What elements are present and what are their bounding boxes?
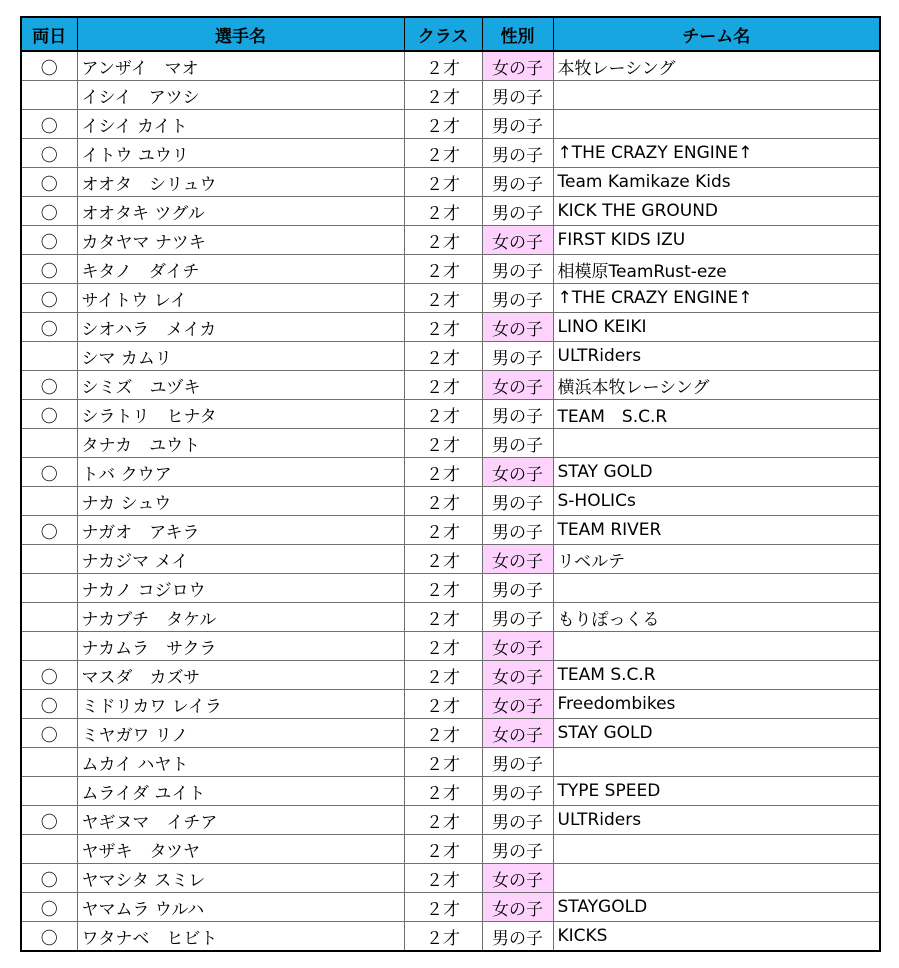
class-cell: ２才 [404, 835, 482, 864]
table-row [21, 51, 880, 81]
both-days-cell [21, 603, 77, 632]
name-cell: アンザイ マオ [77, 51, 404, 81]
team-cell: ULTRiders [553, 342, 880, 371]
header-team: チーム名 [553, 17, 880, 51]
class-cell: ２才 [404, 342, 482, 371]
table-row [21, 574, 880, 603]
team-cell: ↑THE CRAZY ENGINE↑ [553, 284, 880, 313]
team-cell: FIRST KIDS IZU [553, 226, 880, 255]
table-row [21, 81, 880, 110]
class-cell: ２才 [404, 51, 482, 81]
header-row [21, 17, 880, 51]
gender-cell: 男の子 [482, 487, 553, 516]
both-days-cell [21, 342, 77, 371]
class-cell: ２才 [404, 777, 482, 806]
gender-cell: 男の子 [482, 922, 553, 952]
name-cell: イトウ ユウリ [77, 139, 404, 168]
table-row [21, 284, 880, 313]
table-row [21, 371, 880, 400]
name-cell: シオハラ メイカ [77, 313, 404, 342]
name-cell: ヤマムラ ウルハ [77, 893, 404, 922]
class-cell: ２才 [404, 81, 482, 110]
class-cell: ２才 [404, 458, 482, 487]
gender-cell: 女の子 [482, 864, 553, 893]
team-cell [553, 81, 880, 110]
gender-cell: 女の子 [482, 632, 553, 661]
gender-cell: 男の子 [482, 574, 553, 603]
class-cell: ２才 [404, 226, 482, 255]
gender-cell: 男の子 [482, 516, 553, 545]
table-header [21, 17, 880, 51]
team-cell [553, 864, 880, 893]
class-cell: ２才 [404, 139, 482, 168]
class-cell: ２才 [404, 487, 482, 516]
both-days-cell: 〇 [21, 255, 77, 284]
class-cell: ２才 [404, 893, 482, 922]
gender-cell: 女の子 [482, 661, 553, 690]
class-cell: ２才 [404, 806, 482, 835]
table-row [21, 429, 880, 458]
name-cell: シラトリ ヒナタ [77, 400, 404, 429]
table-row [21, 632, 880, 661]
gender-cell: 女の子 [482, 458, 553, 487]
team-cell [553, 748, 880, 777]
gender-cell: 女の子 [482, 371, 553, 400]
class-cell: ２才 [404, 429, 482, 458]
both-days-cell: 〇 [21, 168, 77, 197]
both-days-cell: 〇 [21, 661, 77, 690]
table-row [21, 719, 880, 748]
class-cell: ２才 [404, 661, 482, 690]
gender-cell: 男の子 [482, 168, 553, 197]
gender-cell: 男の子 [482, 835, 553, 864]
table-row [21, 835, 880, 864]
name-cell: ミヤガワ リノ [77, 719, 404, 748]
team-cell: 本牧レーシング [553, 51, 880, 81]
name-cell: オオタ シリュウ [77, 168, 404, 197]
gender-cell: 男の子 [482, 81, 553, 110]
both-days-cell [21, 777, 77, 806]
name-cell: ムライダ ユイト [77, 777, 404, 806]
both-days-cell: 〇 [21, 226, 77, 255]
team-cell: TEAM RIVER [553, 516, 880, 545]
name-cell: ムカイ ハヤト [77, 748, 404, 777]
name-cell: サイトウ レイ [77, 284, 404, 313]
gender-cell: 女の子 [482, 313, 553, 342]
table-row [21, 748, 880, 777]
gender-cell: 男の子 [482, 110, 553, 139]
both-days-cell: 〇 [21, 139, 77, 168]
both-days-cell: 〇 [21, 922, 77, 952]
both-days-cell: 〇 [21, 893, 77, 922]
team-cell: LINO KEIKI [553, 313, 880, 342]
gender-cell: 女の子 [482, 719, 553, 748]
team-cell: STAY GOLD [553, 458, 880, 487]
name-cell: ワタナベ ヒビト [77, 922, 404, 952]
name-cell: ヤマシタ スミレ [77, 864, 404, 893]
class-cell: ２才 [404, 574, 482, 603]
both-days-cell [21, 429, 77, 458]
table-row [21, 313, 880, 342]
gender-cell: 男の子 [482, 748, 553, 777]
gender-cell: 男の子 [482, 197, 553, 226]
team-cell [553, 574, 880, 603]
header-both-days: 両日 [21, 17, 77, 51]
team-cell [553, 110, 880, 139]
gender-cell: 男の子 [482, 284, 553, 313]
table-row [21, 487, 880, 516]
both-days-cell: 〇 [21, 400, 77, 429]
name-cell: ナカブチ タケル [77, 603, 404, 632]
gender-cell: 女の子 [482, 226, 553, 255]
class-cell: ２才 [404, 255, 482, 284]
name-cell: イシイ カイト [77, 110, 404, 139]
table-row [21, 516, 880, 545]
both-days-cell: 〇 [21, 110, 77, 139]
table-body [21, 51, 880, 951]
gender-cell: 男の子 [482, 806, 553, 835]
table-row [21, 139, 880, 168]
team-cell: KICKS [553, 922, 880, 952]
header-class: クラス [404, 17, 482, 51]
table-row [21, 893, 880, 922]
class-cell: ２才 [404, 690, 482, 719]
class-cell: ２才 [404, 748, 482, 777]
team-cell: Team Kamikaze Kids [553, 168, 880, 197]
both-days-cell [21, 81, 77, 110]
class-cell: ２才 [404, 864, 482, 893]
name-cell: シミズ ユヅキ [77, 371, 404, 400]
gender-cell: 男の子 [482, 777, 553, 806]
both-days-cell: 〇 [21, 197, 77, 226]
team-cell: もりぽっくる [553, 603, 880, 632]
team-cell: ULTRiders [553, 806, 880, 835]
class-cell: ２才 [404, 168, 482, 197]
table-row [21, 603, 880, 632]
table-row [21, 458, 880, 487]
table-row [21, 690, 880, 719]
both-days-cell: 〇 [21, 371, 77, 400]
gender-cell: 女の子 [482, 893, 553, 922]
both-days-cell: 〇 [21, 458, 77, 487]
name-cell: ヤギヌマ イチア [77, 806, 404, 835]
team-cell: ↑THE CRAZY ENGINE↑ [553, 139, 880, 168]
team-cell [553, 429, 880, 458]
both-days-cell: 〇 [21, 313, 77, 342]
class-cell: ２才 [404, 400, 482, 429]
class-cell: ２才 [404, 284, 482, 313]
team-cell: S-HOLICs [553, 487, 880, 516]
both-days-cell [21, 545, 77, 574]
gender-cell: 女の子 [482, 690, 553, 719]
name-cell: オオタキ ツグル [77, 197, 404, 226]
class-cell: ２才 [404, 632, 482, 661]
name-cell: ナカノ コジロウ [77, 574, 404, 603]
both-days-cell: 〇 [21, 806, 77, 835]
class-cell: ２才 [404, 371, 482, 400]
both-days-cell [21, 835, 77, 864]
team-cell: KICK THE GROUND [553, 197, 880, 226]
both-days-cell [21, 632, 77, 661]
table-row [21, 197, 880, 226]
name-cell: トバ クウア [77, 458, 404, 487]
table-row [21, 226, 880, 255]
gender-cell: 女の子 [482, 545, 553, 574]
name-cell: シマ カムリ [77, 342, 404, 371]
both-days-cell: 〇 [21, 284, 77, 313]
name-cell: キタノ ダイチ [77, 255, 404, 284]
name-cell: ミドリカワ レイラ [77, 690, 404, 719]
class-cell: ２才 [404, 110, 482, 139]
header-name: 選手名 [77, 17, 404, 51]
table-row [21, 545, 880, 574]
team-cell: リベルテ [553, 545, 880, 574]
table-row [21, 806, 880, 835]
class-cell: ２才 [404, 545, 482, 574]
name-cell: ナカムラ サクラ [77, 632, 404, 661]
name-cell: マスダ カズサ [77, 661, 404, 690]
gender-cell: 男の子 [482, 139, 553, 168]
name-cell: ナガオ アキラ [77, 516, 404, 545]
table-row [21, 922, 880, 952]
team-cell: STAY GOLD [553, 719, 880, 748]
gender-cell: 男の子 [482, 342, 553, 371]
header-gender: 性別 [482, 17, 553, 51]
both-days-cell: 〇 [21, 864, 77, 893]
both-days-cell: 〇 [21, 51, 77, 81]
table-row [21, 110, 880, 139]
team-cell: STAYGOLD [553, 893, 880, 922]
team-cell [553, 835, 880, 864]
both-days-cell [21, 574, 77, 603]
both-days-cell [21, 487, 77, 516]
table-row [21, 168, 880, 197]
name-cell: ナカ シュウ [77, 487, 404, 516]
name-cell: カタヤマ ナツキ [77, 226, 404, 255]
table-row [21, 864, 880, 893]
class-cell: ２才 [404, 516, 482, 545]
both-days-cell: 〇 [21, 690, 77, 719]
team-cell: 横浜本牧レーシング [553, 371, 880, 400]
class-cell: ２才 [404, 603, 482, 632]
table-row [21, 342, 880, 371]
gender-cell: 女の子 [482, 51, 553, 81]
both-days-cell: 〇 [21, 516, 77, 545]
table-row [21, 777, 880, 806]
entry-list-table [20, 16, 881, 952]
table-row [21, 400, 880, 429]
name-cell: イシイ アツシ [77, 81, 404, 110]
name-cell: タナカ ユウト [77, 429, 404, 458]
gender-cell: 男の子 [482, 429, 553, 458]
class-cell: ２才 [404, 197, 482, 226]
gender-cell: 男の子 [482, 255, 553, 284]
both-days-cell [21, 748, 77, 777]
both-days-cell: 〇 [21, 719, 77, 748]
table-row [21, 255, 880, 284]
class-cell: ２才 [404, 719, 482, 748]
team-cell: TYPE SPEED [553, 777, 880, 806]
team-cell [553, 632, 880, 661]
name-cell: ナカジマ メイ [77, 545, 404, 574]
table-row [21, 661, 880, 690]
class-cell: ２才 [404, 313, 482, 342]
team-cell: Freedombikes [553, 690, 880, 719]
gender-cell: 男の子 [482, 603, 553, 632]
team-cell: TEAM S.C.R [553, 400, 880, 429]
name-cell: ヤザキ タツヤ [77, 835, 404, 864]
gender-cell: 男の子 [482, 400, 553, 429]
team-cell: TEAM S.C.R [553, 661, 880, 690]
team-cell: 相模原TeamRust-eze [553, 255, 880, 284]
class-cell: ２才 [404, 922, 482, 952]
